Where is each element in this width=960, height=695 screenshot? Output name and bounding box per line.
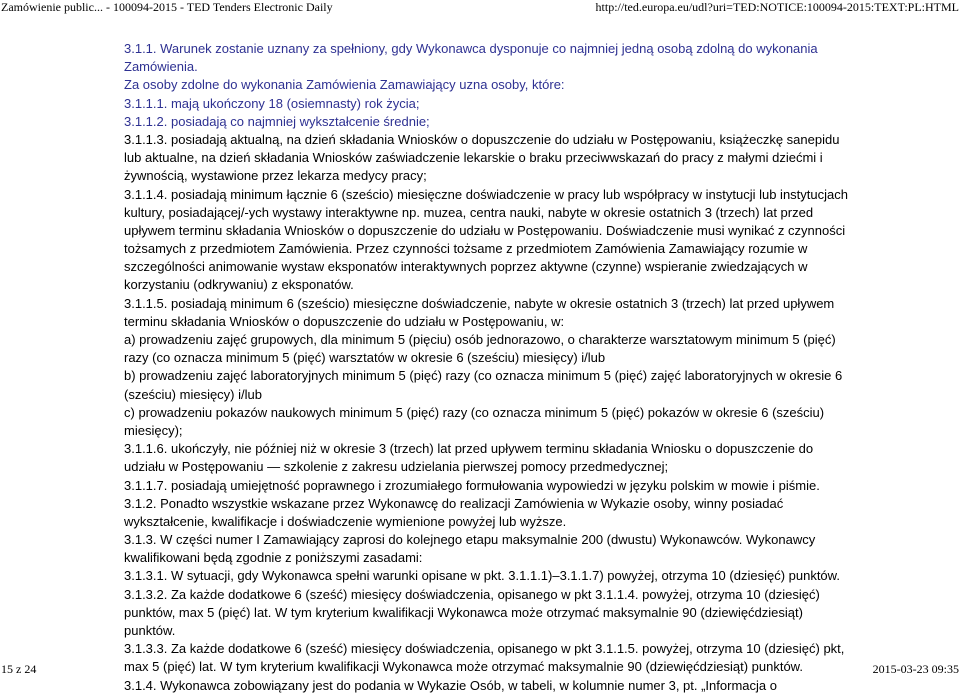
document-line: punktów, max 5 (pięć) lat. W tym kryterium kwalifikacji Wykonawca może otrzymać maksymalnie 90 (dziewięćdziesiąt) [124, 604, 803, 620]
document-line: 3.1.3.3. Za każde dodatkowe 6 (sześć) miesięcy doświadczenia, opisanego w pkt 3.1.1.5. powyżej, otrzyma 10 (dziesięć) pkt, [124, 641, 845, 657]
page-title: Zamówienie public... - 100094-2015 - TED Tenders Electronic Daily [1, 0, 333, 14]
document-line: 3.1.3.1. W sytuacji, gdy Wykonawca spełni warunki opisane w pkt. 3.1.1.1)–3.1.1.7) powyżej, otrzyma 10 (dziesięć) punktów. [124, 568, 840, 584]
document-line: korzystaniu (odkrywaniu) z eksponatów. [124, 277, 354, 293]
document-line: wykształcenie, kwalifikacje i doświadczenie wymienione powyżej lub wyższe. [124, 513, 567, 529]
page-number: 15 z 24 [1, 662, 37, 676]
document-line: 3.1.1.7. posiadają umiejętność poprawnego i zrozumiałego formułowania wypowiedzi w języku polskim w mowie i piśmie. [124, 477, 820, 493]
document-line: c) prowadzeniu pokazów naukowych minimum 5 (pięć) razy (co oznacza minimum 5 (pięć) pokazów w okresie 6 (sześciu) [124, 404, 825, 420]
document-line: lub aktualne, na dzień składania Wniosków zaświadczenie lekarskie o braku przeciwwskazań do pracy z małymi dziećmi i [124, 150, 823, 166]
document-line: b) prowadzeniu zajęć laboratoryjnych minimum 5 (pięć) razy (co oznacza minimum 5 (pięć) zajęć laboratoryjnych w okresie 6 [124, 368, 843, 384]
document-line: 3.1.1.4. posiadają minimum łącznie 6 (sześcio) miesięczne doświadczenie w pracy lub współpracy w instytucji lub instytucjach [124, 186, 848, 202]
document-line: Za osoby zdolne do wykonania Zamówienia Zamawiający uzna osoby, które: [124, 77, 565, 93]
document-line: (sześciu) miesięcy) i/lub [124, 386, 262, 402]
print-footer [0, 662, 960, 674]
document-line: upływem terminu składania Wniosków o dopuszczenie do udziału w Postępowaniu. Doświadczenie musi wynikać z czynności [124, 222, 846, 238]
document-line: 3.1.1.1. mają ukończony 18 (osiemnasty) rok życia; [124, 95, 420, 111]
document-line: szczególności animowanie wystaw eksponatów interaktywnych poprzez aktywne (czynne) wspieranie zwiedzających w [124, 259, 808, 275]
document-line: 3.1.1.5. posiadają minimum 6 (sześcio) miesięczne doświadczenie, nabyte w okresie ostatnich 3 (trzech) lat przed upływem [124, 295, 835, 311]
document-line: razy (co oznacza minimum 5 (pięć) warsztatów w okresie 6 (sześciu) miesięcy) i/lub [124, 350, 606, 366]
document-line: 3.1.3.2. Za każde dodatkowe 6 (sześć) miesięcy doświadczenia, opisanego w pkt 3.1.1.4. powyżej, otrzyma 10 (dziesięć) [124, 586, 820, 602]
document-line: żywnością, wystawione przez lekarza medycy pracy; [124, 168, 427, 184]
document-line: kwalifikowani będą zgodnie z poniższymi zasadami: [124, 550, 423, 566]
document-line: udziału w Postępowaniu — szkolenie z zakresu udzielania pierwszej pomocy przedmedycznej; [124, 459, 669, 475]
document-body [124, 40, 896, 695]
document-line: kultury, posiadającej/-ych wystawy interaktywne np. muzea, centra nauki, nabyte w okresie ostatnich 3 (trzech) lat przed [124, 204, 814, 220]
document-line: miesięcy); [124, 422, 183, 438]
page-url[interactable]: http://ted.europa.eu/udl?uri=TED:NOTICE:100094-2015:TEXT:PL:HTML [595, 0, 959, 14]
print-datetime: 2015-03-23 09:35 [872, 662, 959, 676]
document-line: 3.1.1.2. posiadają co najmniej wykształcenie średnie; [124, 113, 430, 129]
document-line: tożsamych z przedmiotem Zamówienia. Przez czynności tożsame z przedmiotem Zamówienia Zamawiający rozumie w [124, 241, 808, 257]
document-line: punktów. [124, 623, 176, 638]
document-line: 3.1.1.6. ukończyły, nie później niż w okresie 3 (trzech) lat przed upływem terminu składania Wniosku o dopuszczenie do [124, 441, 814, 457]
document-line: 3.1.1. Warunek zostanie uznany za spełniony, gdy Wykonawca dysponuje co najmniej jedną osobą zdolną do wykonania [124, 41, 818, 56]
document-line: 3.1.2. Ponadto wszystkie wskazane przez Wykonawcę do realizacji Zamówienia w Wykazie osoby, winny posiadać [124, 495, 784, 511]
document-line: Zamówienia. [124, 59, 198, 75]
document-line: 3.1.4. Wykonawca zobowiązany jest do podania w Wykazie Osób, w tabeli, w kolumnie numer 3, pt. „Informacja o [124, 677, 777, 693]
document-line: a) prowadzeniu zajęć grupowych, dla minimum 5 (pięciu) osób jednorazowo, o charakterze warsztatowym minimum 5 (pięć) [124, 332, 836, 347]
document-line: 3.1.3. W części numer I Zamawiający zaprosi do kolejnego etapu maksymalnie 200 (dwustu) Wykonawców. Wykonawcy [124, 532, 816, 548]
print-header [0, 0, 960, 14]
document-line: max 5 (pięć) lat. W tym kryterium kwalifikacji Wykonawca może otrzymać maksymalnie 90 (dziewięćdziesiąt) punktów. [124, 659, 803, 675]
document-line: 3.1.1.3. posiadają aktualną, na dzień składania Wniosków o dopuszczenie do udziału w Postępowaniu, książeczkę sanepidu [124, 131, 840, 147]
document-line: terminu składania Wniosków o dopuszczenie do udziału w Postępowaniu, w: [124, 313, 565, 329]
